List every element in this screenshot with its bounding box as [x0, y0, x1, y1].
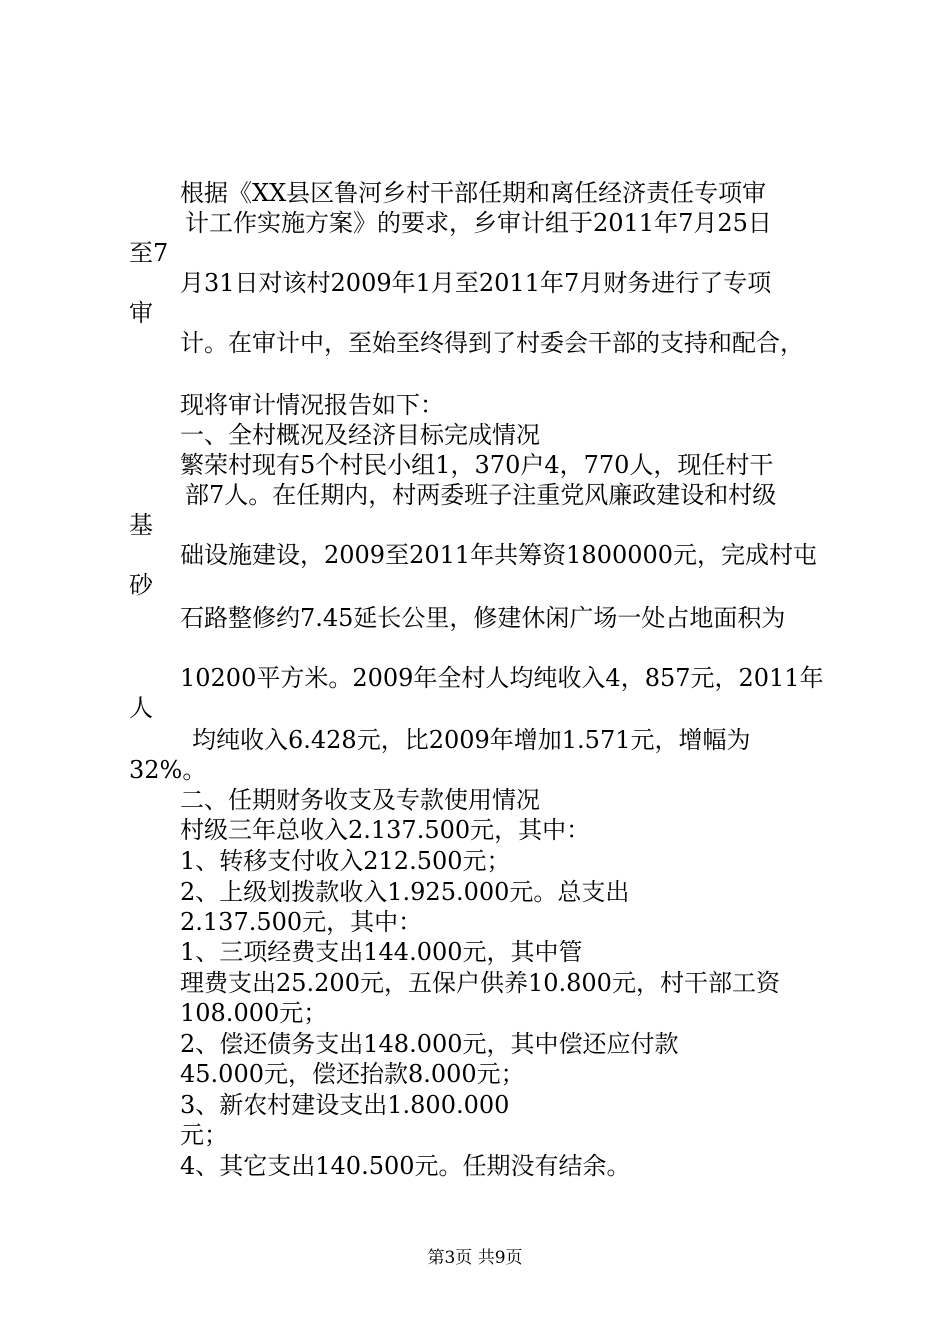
- paragraph-line: 月31日对该村2009年1月至2011年7月财务进行了专项: [180, 269, 772, 297]
- list-item: 2、上级划拨款收入1.925.000元。总支出: [180, 878, 630, 906]
- paragraph-line: 审: [129, 299, 153, 327]
- paragraph-line: 至7: [129, 239, 169, 267]
- paragraph-line: 砂: [129, 571, 153, 599]
- paragraph-line: 部7人。在任期内，村两委班子注重党风廉政建设和村级: [185, 481, 777, 509]
- paragraph-line: 现将审计情况报告如下：: [180, 391, 444, 419]
- paragraph-line: 基: [129, 511, 153, 539]
- list-item: 1、转移支付收入212.500元；: [180, 847, 511, 875]
- paragraph-line: 村级三年总收入2.137.500元，其中：: [180, 816, 591, 844]
- list-item: 4、其它支出140.500元。任期没有结余。: [180, 1152, 631, 1180]
- list-item: 3、新农村建设支出1.800.000: [180, 1091, 510, 1119]
- paragraph-line: 均纯收入6.428元，比2009年增加1.571元，增幅为: [192, 726, 751, 754]
- paragraph-line: 理费支出25.200元，五保户供养10.800元，村干部工资: [180, 969, 780, 997]
- section-heading: 一、全村概况及经济目标完成情况: [180, 421, 540, 449]
- paragraph-line: 根据《XX县区鲁河乡村干部任期和离任经济责任专项审: [180, 179, 767, 207]
- paragraph-line: 108.000元；: [180, 999, 328, 1027]
- page-footer: 第3页 共9页: [427, 1248, 523, 1268]
- paragraph-line: 45.000元，偿还抬款8.000元；: [180, 1060, 525, 1088]
- paragraph-line: 2.137.500元，其中：: [180, 908, 423, 936]
- paragraph-line: 32%。: [129, 756, 207, 784]
- paragraph-line: 人: [129, 694, 153, 722]
- paragraph-line: 计工作实施方案》的要求，乡审计组于2011年7月25日: [185, 209, 772, 237]
- paragraph-line: 元；: [180, 1121, 228, 1149]
- list-item: 1、三项经费支出144.000元，其中管: [180, 938, 583, 966]
- section-heading: 二、任期财务收支及专款使用情况: [180, 786, 540, 814]
- paragraph-line: 础设施建设，2009至2011年共筹资1800000元，完成村屯: [180, 541, 818, 569]
- paragraph-line: 繁荣村现有5个村民小组1，370户4，770人，现任村干: [180, 451, 774, 479]
- paragraph-line: 石路整修约7.45延长公里，修建休闲广场一处占地面积为: [180, 604, 786, 632]
- paragraph-line: 计。在审计中，至始至终得到了村委会干部的支持和配合，: [180, 329, 804, 357]
- paragraph-line: 10200平方米。2009年全村人均纯收入4，857元，2011年: [180, 664, 824, 692]
- list-item: 2、偿还债务支出148.000元，其中偿还应付款: [180, 1030, 679, 1058]
